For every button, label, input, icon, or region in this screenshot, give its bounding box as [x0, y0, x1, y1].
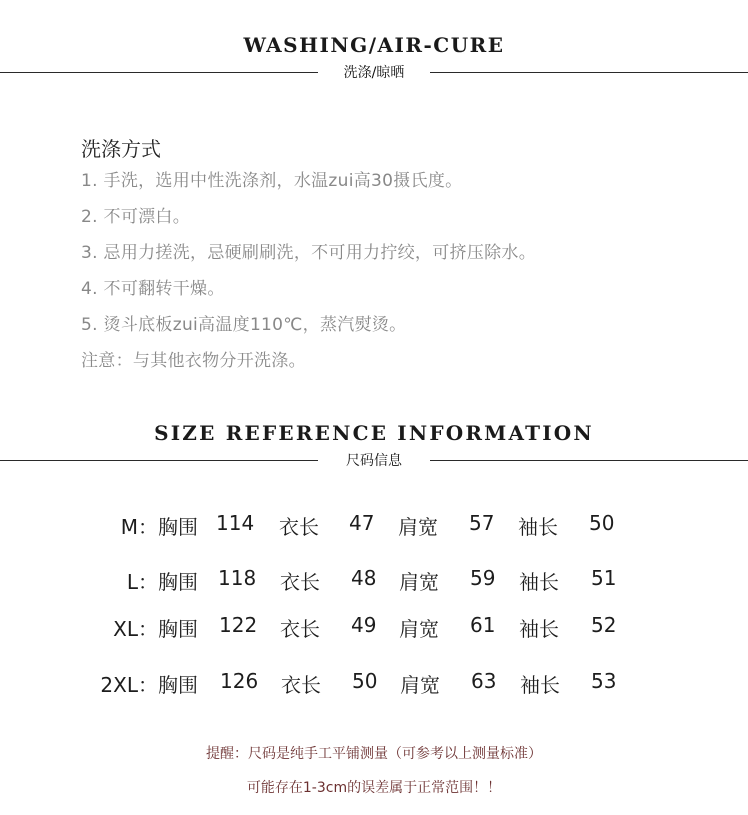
- sleeve-label: 袖长: [520, 673, 560, 697]
- size-divider-row: [0, 450, 748, 470]
- size-row: [0, 669, 748, 699]
- washing-title-cn: 洗涤/晾晒: [343, 65, 405, 81]
- shoulder-label: 肩宽: [399, 570, 439, 594]
- chest-value: 126: [220, 669, 259, 693]
- wash-item: 5. 烫斗底板zui高温度110℃，蒸汽熨烫。: [81, 315, 407, 335]
- washing-header: [0, 33, 748, 57]
- wash-method-list: [81, 168, 536, 384]
- wash-item: 2. 不可漂白。: [81, 207, 191, 227]
- chest-value: 114: [216, 511, 255, 535]
- washing-title-en: WASHING/AIR-CURE: [243, 33, 505, 57]
- shoulder-value: 57: [469, 511, 495, 535]
- wash-item: 1. 手洗，选用中性洗涤剂，水温zui高30摄氏度。: [81, 171, 463, 191]
- size-header: [0, 421, 748, 445]
- length-label: 衣长: [280, 570, 320, 594]
- sleeve-label: 袖长: [519, 570, 559, 594]
- sleeve-value: 53: [591, 669, 617, 693]
- chest-label: 胸围: [158, 617, 198, 641]
- wash-item: 3. 忌用力搓洗，忌硬刷刷洗，不可用力拧绞，可挤压除水。: [81, 243, 537, 263]
- size-row: [0, 511, 748, 541]
- shoulder-label: 肩宽: [399, 617, 439, 641]
- sleeve-label: 袖长: [518, 515, 558, 539]
- sleeve-value: 52: [591, 613, 617, 637]
- length-value: 47: [349, 511, 375, 535]
- length-label: 衣长: [281, 673, 321, 697]
- size-title-en: SIZE REFERENCE INFORMATION: [154, 421, 594, 445]
- size-title-cn: 尺码信息: [346, 453, 402, 469]
- wash-item: 4. 不可翻转干燥。: [81, 279, 225, 299]
- length-value: 49: [351, 613, 377, 637]
- length-label: 衣长: [280, 617, 320, 641]
- size-label: M：: [120, 515, 158, 539]
- chest-value: 122: [219, 613, 258, 637]
- chest-label: 胸围: [158, 673, 198, 697]
- length-value: 50: [352, 669, 378, 693]
- sleeve-label: 袖长: [519, 617, 559, 641]
- measurement-note: 提醒：尺码是纯手工平铺测量（可参考以上测量标准）: [206, 746, 542, 762]
- size-label: L：: [126, 570, 158, 594]
- shoulder-label: 肩宽: [400, 673, 440, 697]
- wash-method-title: 洗涤方式: [81, 137, 161, 161]
- sleeve-value: 51: [591, 566, 617, 590]
- chest-label: 胸围: [158, 570, 198, 594]
- tolerance-note: 可能存在1-3cm的误差属于正常范围！！: [246, 780, 502, 796]
- shoulder-value: 61: [470, 613, 496, 637]
- wash-note: 注意：与其他衣物分开洗涤。: [81, 351, 306, 371]
- size-label: XL：: [113, 617, 158, 641]
- washing-divider-row: [0, 62, 748, 82]
- size-row: [0, 566, 748, 596]
- shoulder-value: 59: [470, 566, 496, 590]
- length-label: 衣长: [279, 515, 319, 539]
- chest-value: 118: [218, 566, 257, 590]
- shoulder-value: 63: [471, 669, 497, 693]
- shoulder-label: 肩宽: [398, 515, 438, 539]
- length-value: 48: [351, 566, 377, 590]
- size-row: [0, 613, 748, 643]
- chest-label: 胸围: [158, 515, 198, 539]
- size-label: 2XL：: [100, 673, 158, 697]
- sleeve-value: 50: [589, 511, 615, 535]
